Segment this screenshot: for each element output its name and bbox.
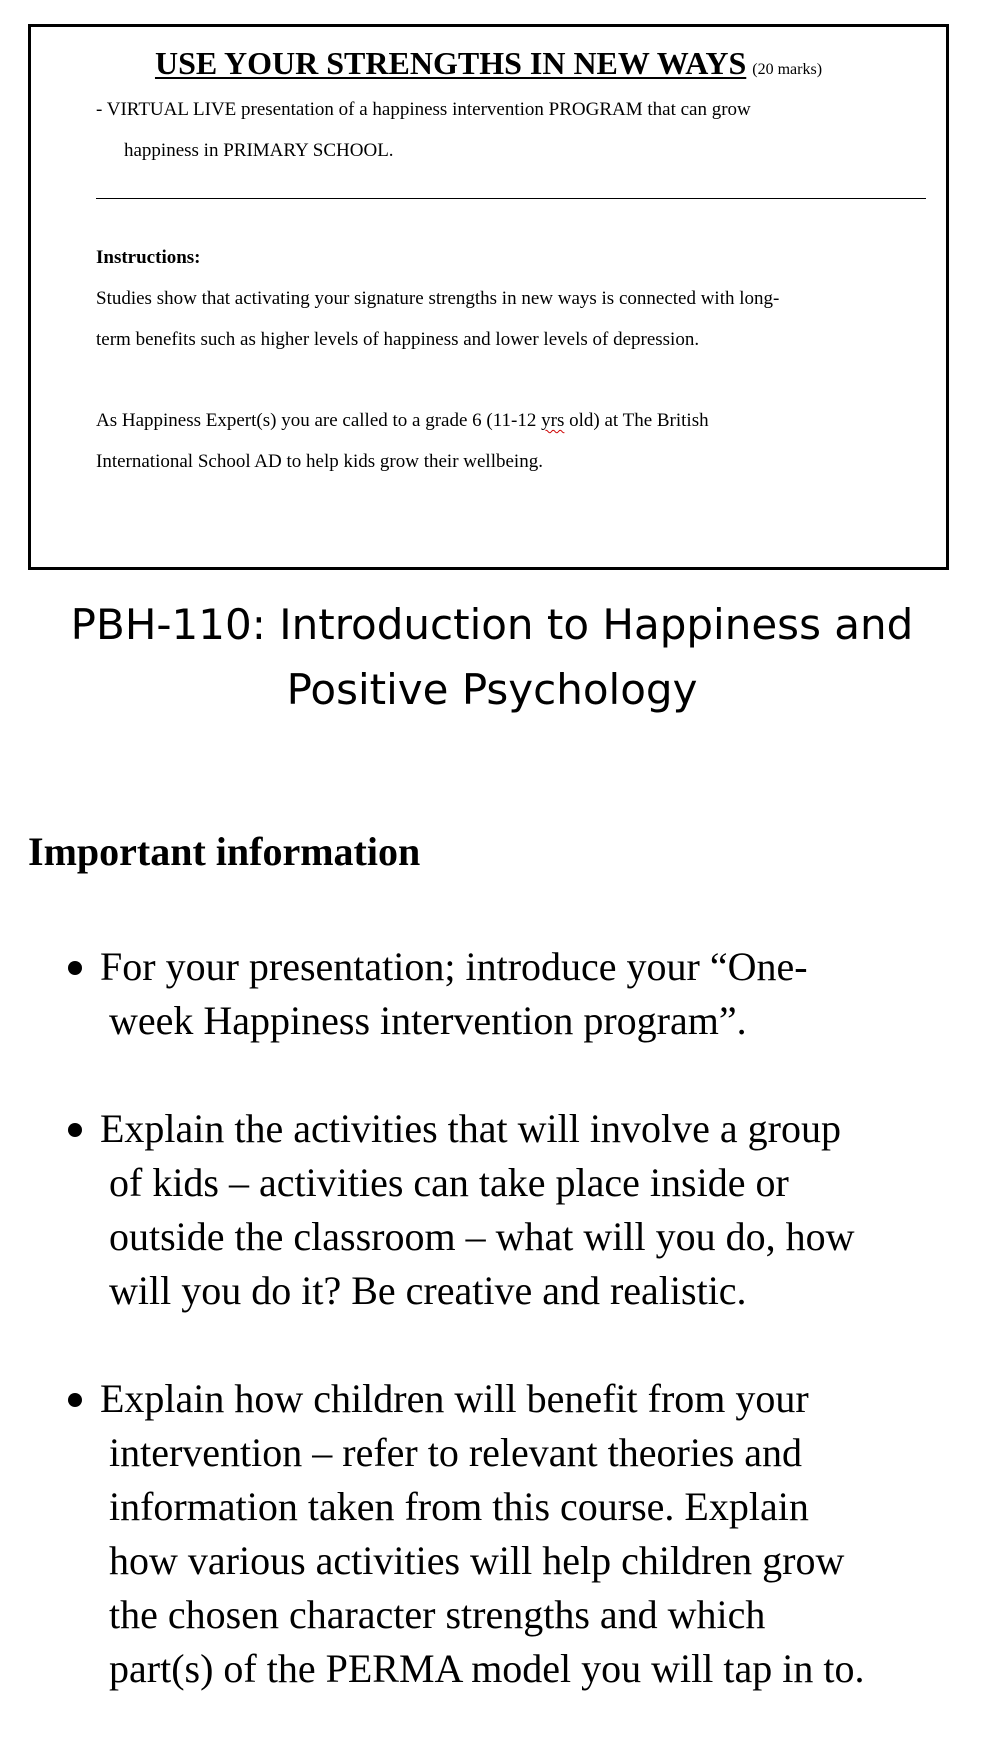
- paragraph2-line-1: [96, 410, 709, 432]
- assignment-box: [28, 24, 949, 570]
- paragraph1-line-1: Studies show that activating your signature strengths in new ways is connected with long-: [96, 288, 780, 309]
- bullet-line: intervention – refer to relevant theories and: [109, 1430, 803, 1475]
- bullet-line: Explain the activities that will involve a group: [100, 1106, 841, 1151]
- course-title-line-2: Positive Psychology: [286, 665, 698, 714]
- list-item: [64, 1372, 964, 1696]
- section-heading: Important information: [28, 829, 421, 874]
- bullet-line: For your presentation; introduce your “One-: [100, 944, 808, 989]
- bullet-dot-icon: [68, 1393, 82, 1407]
- bullet-line: information taken from this course. Explain: [109, 1484, 809, 1529]
- program-line-1: - VIRTUAL LIVE presentation of a happiness intervention PROGRAM that can grow: [96, 99, 751, 120]
- spellcheck-flagged-word: yrs: [541, 410, 565, 431]
- bullet-line: outside the classroom – what will you do, how: [109, 1214, 855, 1259]
- marks-label: (20 marks): [752, 61, 823, 78]
- paragraph2-line-2: International School AD to help kids grow their wellbeing.: [96, 451, 543, 472]
- paragraph2-text-b: old) at The British: [564, 410, 709, 431]
- bullet-line: how various activities will help children grow: [109, 1538, 845, 1583]
- info-bullet-list: [64, 940, 964, 1750]
- bullet-line: the chosen character strengths and which: [109, 1592, 766, 1637]
- paragraph1-line-2: term benefits such as higher levels of happiness and lower levels of depression.: [96, 329, 700, 350]
- bullet-dot-icon: [68, 961, 82, 975]
- bullet-dot-icon: [68, 1123, 82, 1137]
- bullet-line: Explain how children will benefit from your: [100, 1376, 809, 1421]
- bullet-line: of kids – activities can take place inside or: [109, 1160, 789, 1205]
- divider: [96, 198, 926, 199]
- instructions-label: Instructions:: [96, 247, 201, 268]
- assignment-title-text: USE YOUR STRENGTHS IN NEW WAYS: [154, 45, 747, 81]
- assignment-title: [31, 45, 946, 82]
- list-item: [64, 940, 964, 1048]
- list-item: [64, 1102, 964, 1318]
- bullet-line: will you do it? Be creative and realistic.: [109, 1268, 747, 1313]
- course-title: [0, 592, 984, 722]
- bullet-line: week Happiness intervention program”.: [109, 998, 747, 1043]
- program-line-2: happiness in PRIMARY SCHOOL.: [124, 140, 394, 161]
- bullet-line: part(s) of the PERMA model you will tap in to.: [109, 1646, 865, 1691]
- course-title-line-1: PBH-110: Introduction to Happiness and: [70, 600, 914, 649]
- paragraph2-text-a: As Happiness Expert(s) you are called to a grade 6 (11-12: [96, 410, 542, 431]
